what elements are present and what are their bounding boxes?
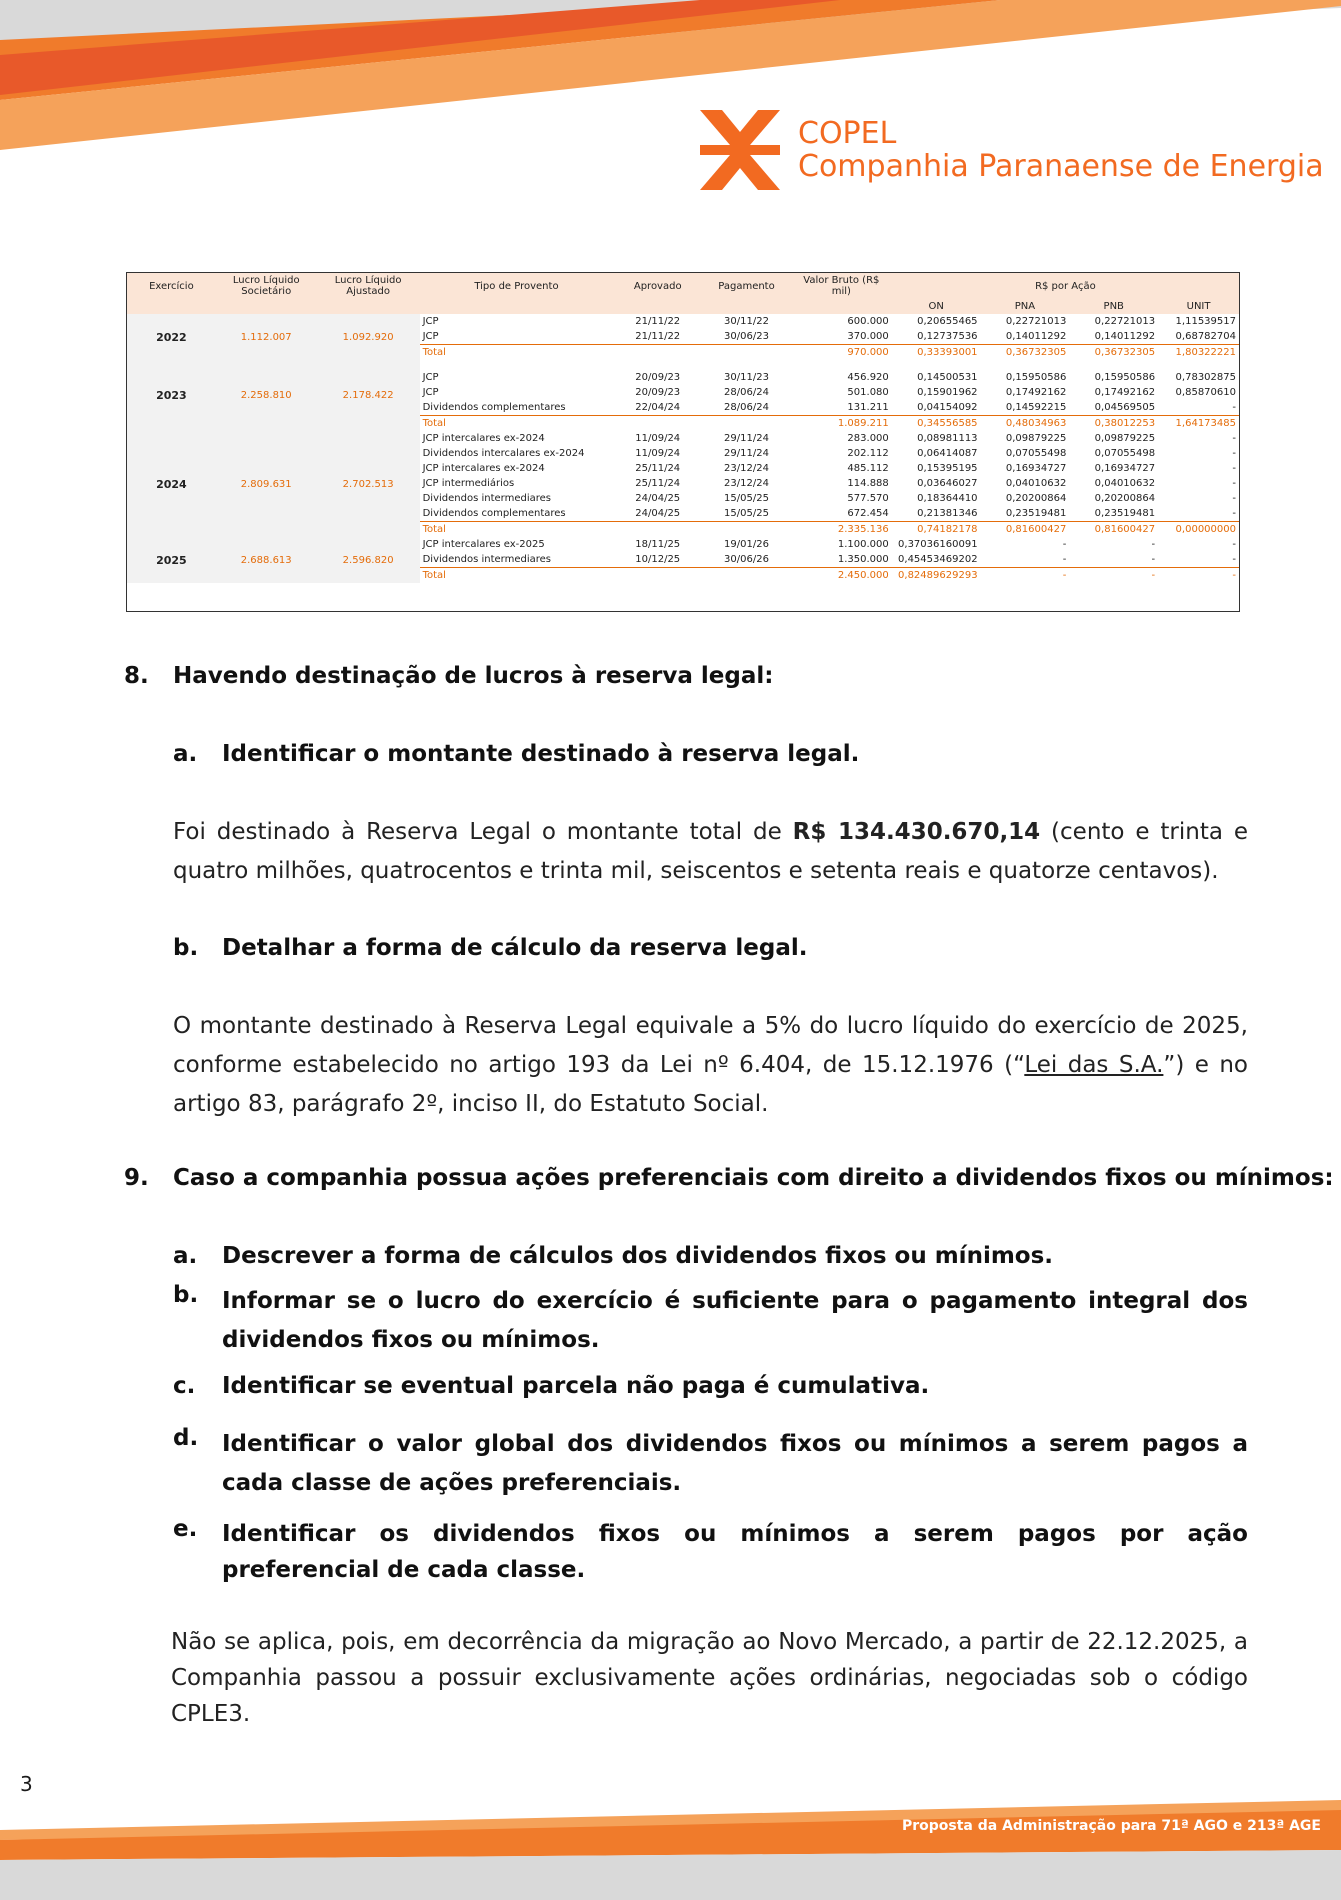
table-cell: JCP intercalares ex-2025: [422, 539, 545, 550]
table-cell: 30/11/23: [724, 372, 769, 383]
lucro-ajustado-cell: 2.702.513: [317, 431, 420, 537]
table-cell: -: [1151, 554, 1156, 565]
table-cell: 0,20200864: [1094, 493, 1156, 504]
table-cell: 30/06/26: [724, 554, 769, 565]
table-cell: [613, 568, 702, 584]
table-cell: 0,04154092: [917, 402, 978, 413]
table-cell: 25/11/24: [635, 478, 681, 489]
table-cell: 29/11/24: [724, 433, 769, 444]
lei-sa-link[interactable]: Lei das S.A.: [1024, 1052, 1164, 1078]
header-tipo: Tipo de Provento: [420, 273, 614, 299]
table-cell: 0,09879225: [1094, 433, 1156, 444]
lucro-ajustado-cell: 2.178.422: [317, 360, 420, 431]
table-cell: 0,15950586: [1094, 372, 1156, 383]
table-cell: -: [1062, 539, 1067, 550]
company-logo: [700, 110, 1324, 190]
table-cell: [613, 416, 702, 432]
lucro-ajustado-cell: 2.596.820: [317, 537, 420, 583]
table-cell: [702, 416, 791, 432]
dividends-table: [126, 272, 1240, 612]
section-9-title: Caso a companhia possua ações preferenciais com direito a dividendos fixos ou mínimos:: [173, 1165, 1334, 1191]
table-cell: 24/04/25: [635, 508, 681, 519]
company-name: Companhia Paranaense de Energia: [798, 149, 1324, 184]
table-cell: 15/05/25: [724, 493, 769, 504]
table-cell: Dividendos complementares: [422, 402, 566, 413]
section-8a-letter: a.: [173, 741, 198, 767]
table-cell: 0,34556585: [892, 416, 981, 432]
table-cell: 0,15901962: [917, 387, 978, 398]
table-cell: -: [1232, 554, 1236, 565]
table-cell: -: [1232, 433, 1236, 444]
table-cell: 0,07055498: [1094, 448, 1156, 459]
table-cell: 485.112: [847, 463, 889, 474]
year-cell: 2024: [127, 431, 216, 537]
section-9d-text: Identificar o valor global dos dividendos fixos ou mínimos a serem pagos a cada classe de ações preferenciais.: [222, 1431, 1248, 1496]
table-cell: 456.920: [847, 372, 889, 383]
table-cell: [702, 568, 791, 584]
section-8a-paragraph: [173, 813, 1248, 891]
year-cell: 2025: [127, 537, 216, 583]
footer-text: Proposta da Administração para 71ª AGO e 213ª AGE: [901, 1818, 1321, 1834]
table-cell: -: [1151, 539, 1156, 550]
table-row: [127, 537, 1239, 552]
table-cell: 672.454: [847, 508, 889, 519]
section-9a-text: Descrever a forma de cálculos dos dividendos fixos ou mínimos.: [222, 1243, 1054, 1269]
section-9e-text: Identificar os dividendos fixos ou mínimos a serem pagos por ação preferencial de cada classe.: [222, 1521, 1248, 1583]
table-cell: JCP: [422, 387, 439, 398]
section-9e-letter: e.: [173, 1516, 198, 1542]
header-lucro-societario: Lucro Líquido Societário: [216, 273, 317, 299]
table-cell: 23/12/24: [724, 478, 769, 489]
table-row: [127, 431, 1239, 446]
section-8a-text-1: Foi destinado à Reserva Legal o montante total de: [173, 819, 793, 845]
table-cell: Dividendos intermediares: [422, 554, 551, 565]
table-cell: 1.089.211: [791, 416, 892, 432]
table-cell: JCP: [422, 331, 439, 342]
table-cell: -: [1232, 539, 1236, 550]
brand-name: COPEL: [798, 116, 897, 151]
table-cell: Dividendos intercalares ex-2024: [422, 448, 585, 459]
table-cell: [702, 522, 791, 538]
header-lucro-ajustado: Lucro Líquido Ajustado: [317, 273, 420, 299]
table-cell: Total: [420, 345, 614, 361]
table-cell: 0,23519481: [1094, 508, 1156, 519]
table-cell: 0,78302875: [1175, 372, 1236, 383]
table-cell: 15/05/25: [724, 508, 769, 519]
table-cell: 28/06/24: [724, 387, 769, 398]
table-cell: 0,18364410: [917, 493, 978, 504]
copel-logo-icon: [700, 110, 780, 190]
table-cell: 23/12/24: [724, 463, 769, 474]
table-cell: 0,82489629293: [892, 568, 981, 584]
footer-decorative-band: [0, 1780, 1341, 1900]
lucro-societario-cell: 1.112.007: [216, 314, 317, 360]
table-cell: 0,38012253: [1069, 416, 1158, 432]
table-subheader-row: [127, 299, 1239, 314]
table-cell: Dividendos complementares: [422, 508, 566, 519]
table-cell: -: [1158, 568, 1239, 584]
section-8b-paragraph: [173, 1007, 1248, 1124]
table-cell: 0,08981113: [917, 433, 978, 444]
table-cell: 0,14592215: [1005, 402, 1067, 413]
table-cell: 29/11/24: [724, 448, 769, 459]
table-cell: 25/11/24: [635, 463, 681, 474]
table-cell: 0,85870610: [1175, 387, 1236, 398]
table-cell: -: [1062, 554, 1067, 565]
table-cell: 1.100.000: [837, 539, 889, 550]
table-cell: Dividendos intermediares: [422, 493, 551, 504]
table-cell: 2.450.000: [791, 568, 892, 584]
section-9c-letter: c.: [173, 1373, 196, 1399]
table-cell: 0,37036160091: [898, 539, 978, 550]
table-cell: 19/01/26: [724, 539, 769, 550]
section-9b-letter: b.: [173, 1282, 199, 1308]
table-cell: 0,04010632: [1005, 478, 1067, 489]
reserve-amount: R$ 134.430.670,14: [792, 819, 1041, 845]
table-cell: 0,16934727: [1005, 463, 1067, 474]
table-cell: 0,04569505: [1094, 402, 1156, 413]
section-8a-title: Identificar o montante destinado à reserva legal.: [222, 741, 860, 767]
table-cell: -: [981, 568, 1070, 584]
section-9b-text: Informar se o lucro do exercício é suficiente para o pagamento integral dos dividendos fixos ou mínimos.: [222, 1288, 1248, 1353]
table-cell: 20/09/23: [635, 387, 681, 398]
section-8b-text-2: ”) e no artigo 83, parágrafo 2º, inciso II, do Estatuto Social.: [173, 1052, 1248, 1117]
header-on: ON: [892, 299, 981, 314]
table-cell: 0,07055498: [1005, 448, 1067, 459]
section-8b-title: Detalhar a forma de cálculo da reserva legal.: [222, 935, 808, 961]
table-cell: 11/09/24: [635, 448, 681, 459]
table-cell: JCP intercalares ex-2024: [422, 463, 545, 474]
table-cell: -: [1232, 508, 1236, 519]
table-cell: -: [1232, 478, 1236, 489]
header-exercicio: Exercício: [127, 273, 216, 299]
table-cell: 20/09/23: [635, 372, 681, 383]
table-cell: Total: [420, 568, 614, 584]
table-cell: 501.080: [847, 387, 889, 398]
page-number: 3: [20, 1772, 33, 1796]
table-cell: 30/11/22: [724, 316, 769, 327]
section-8b-text-1: O montante destinado à Reserva Legal equivale a 5% do lucro líquido do exercício de 2025, conforme estabelecido no artigo 193 da Lei nº 6.404, de 15.12.1976 (“: [173, 1013, 1248, 1078]
section-9c-text: Identificar se eventual parcela não paga é cumulativa.: [222, 1373, 930, 1399]
table-cell: 0,22721013: [1005, 316, 1067, 327]
table-spacer-row: [127, 360, 1239, 370]
table-cell: 21/11/22: [635, 316, 681, 327]
table-cell: 0,68782704: [1175, 331, 1236, 342]
header-pagamento: Pagamento: [702, 273, 791, 299]
table-cell: Total: [420, 416, 614, 432]
table-cell: 0,21381346: [917, 508, 978, 519]
table-cell: 0,74182178: [892, 522, 981, 538]
table-cell: 11/09/24: [635, 433, 681, 444]
table-cell: JCP intermediários: [422, 478, 515, 489]
header-rs-por-acao: R$ por Ação: [892, 273, 1239, 299]
table-row: [127, 314, 1239, 329]
table-cell: 0,15395195: [917, 463, 978, 474]
table-cell: 370.000: [847, 331, 889, 342]
table-cell: 0,17492162: [1094, 387, 1156, 398]
header-pnb: PNB: [1069, 299, 1158, 314]
table-cell: 0,03646027: [917, 478, 978, 489]
table-cell: 18/11/25: [635, 539, 681, 550]
table-cell: 0,22721013: [1094, 316, 1156, 327]
table-cell: 0,09879225: [1005, 433, 1067, 444]
section-8b-letter: b.: [173, 935, 199, 961]
table-cell: JCP intercalares ex-2024: [422, 433, 545, 444]
table-cell: 28/06/24: [724, 402, 769, 413]
table-cell: 283.000: [847, 433, 889, 444]
table-cell: 0,12737536: [917, 331, 978, 342]
header-valor-bruto: Valor Bruto (R$ mil): [791, 273, 892, 299]
section-9-paragraph: Não se aplica, pois, em decorrência da migração ao Novo Mercado, a partir de 22.12.2025, a Companhia passou a possuir exclusivamente ações ordinárias, negociadas sob o código CPLE3.: [171, 1629, 1248, 1727]
table-cell: 0,33393001: [892, 345, 981, 361]
table-cell: 0,36732305: [1069, 345, 1158, 361]
table-cell: 0,17492162: [1005, 387, 1067, 398]
table-cell: 1,11539517: [1175, 316, 1236, 327]
table-cell: -: [1069, 568, 1158, 584]
table-cell: 0,14011292: [1005, 331, 1067, 342]
table-cell: 0,20200864: [1005, 493, 1067, 504]
table-cell: 0,45453469202: [898, 554, 978, 565]
header-pna: PNA: [981, 299, 1070, 314]
section-8a-text-2: (cento e trinta e quatro milhões, quatrocentos e trinta mil, seiscentos e setenta reais e quatorze centavos).: [173, 819, 1248, 884]
table-cell: [613, 522, 702, 538]
table-cell: 0,15950586: [1005, 372, 1067, 383]
table-cell: 0,16934727: [1094, 463, 1156, 474]
table-cell: 0,23519481: [1005, 508, 1067, 519]
table-cell: 0,36732305: [981, 345, 1070, 361]
table-cell: 0,81600427: [981, 522, 1070, 538]
table-cell: 970.000: [791, 345, 892, 361]
section-9-number: 9.: [124, 1165, 149, 1191]
table-header-row: [127, 273, 1239, 299]
year-cell: 2023: [127, 360, 216, 431]
table-cell: 131.211: [847, 402, 889, 413]
table-cell: [702, 345, 791, 361]
table-cell: 1.350.000: [837, 554, 889, 565]
table-cell: 114.888: [847, 478, 889, 489]
section-9d-letter: d.: [173, 1425, 199, 1451]
lucro-ajustado-cell: 1.092.920: [317, 314, 420, 360]
table-cell: 0,48034963: [981, 416, 1070, 432]
table-cell: -: [1232, 493, 1236, 504]
lucro-societario-cell: 2.688.613: [216, 537, 317, 583]
table-body: [127, 314, 1239, 583]
table-cell: 24/04/25: [635, 493, 681, 504]
table-cell: 10/12/25: [635, 554, 681, 565]
table-cell: 1,80322221: [1158, 345, 1239, 361]
table-cell: 0,04010632: [1094, 478, 1156, 489]
table-cell: 0,20655465: [917, 316, 978, 327]
lucro-societario-cell: 2.809.631: [216, 431, 317, 537]
lucro-societario-cell: 2.258.810: [216, 360, 317, 431]
table-cell: 0,14500531: [917, 372, 978, 383]
header-aprovado: Aprovado: [613, 273, 702, 299]
table-cell: 0,81600427: [1069, 522, 1158, 538]
table-cell: JCP: [422, 316, 439, 327]
section-8-number: 8.: [124, 663, 149, 689]
year-cell: 2022: [127, 314, 216, 360]
header-unit: UNIT: [1158, 299, 1239, 314]
table-cell: Total: [420, 522, 614, 538]
table-cell: 0,00000000: [1158, 522, 1239, 538]
table-cell: 22/04/24: [635, 402, 681, 413]
table-cell: -: [1232, 402, 1236, 413]
table-cell: JCP: [422, 372, 439, 383]
section-9a-letter: a.: [173, 1243, 198, 1269]
table-cell: 30/06/23: [724, 331, 769, 342]
table-cell: 600.000: [847, 316, 889, 327]
table-cell: 21/11/22: [635, 331, 681, 342]
table-cell: 1,64173485: [1158, 416, 1239, 432]
table-cell: [613, 345, 702, 361]
table-cell: 0,14011292: [1094, 331, 1156, 342]
table-cell: 202.112: [847, 448, 889, 459]
section-8-title: Havendo destinação de lucros à reserva legal:: [173, 663, 774, 689]
table-cell: -: [1232, 463, 1236, 474]
table-cell: 2.335.136: [791, 522, 892, 538]
table-cell: 577.570: [847, 493, 889, 504]
table-cell: -: [1232, 448, 1236, 459]
table-cell: 0,06414087: [917, 448, 978, 459]
